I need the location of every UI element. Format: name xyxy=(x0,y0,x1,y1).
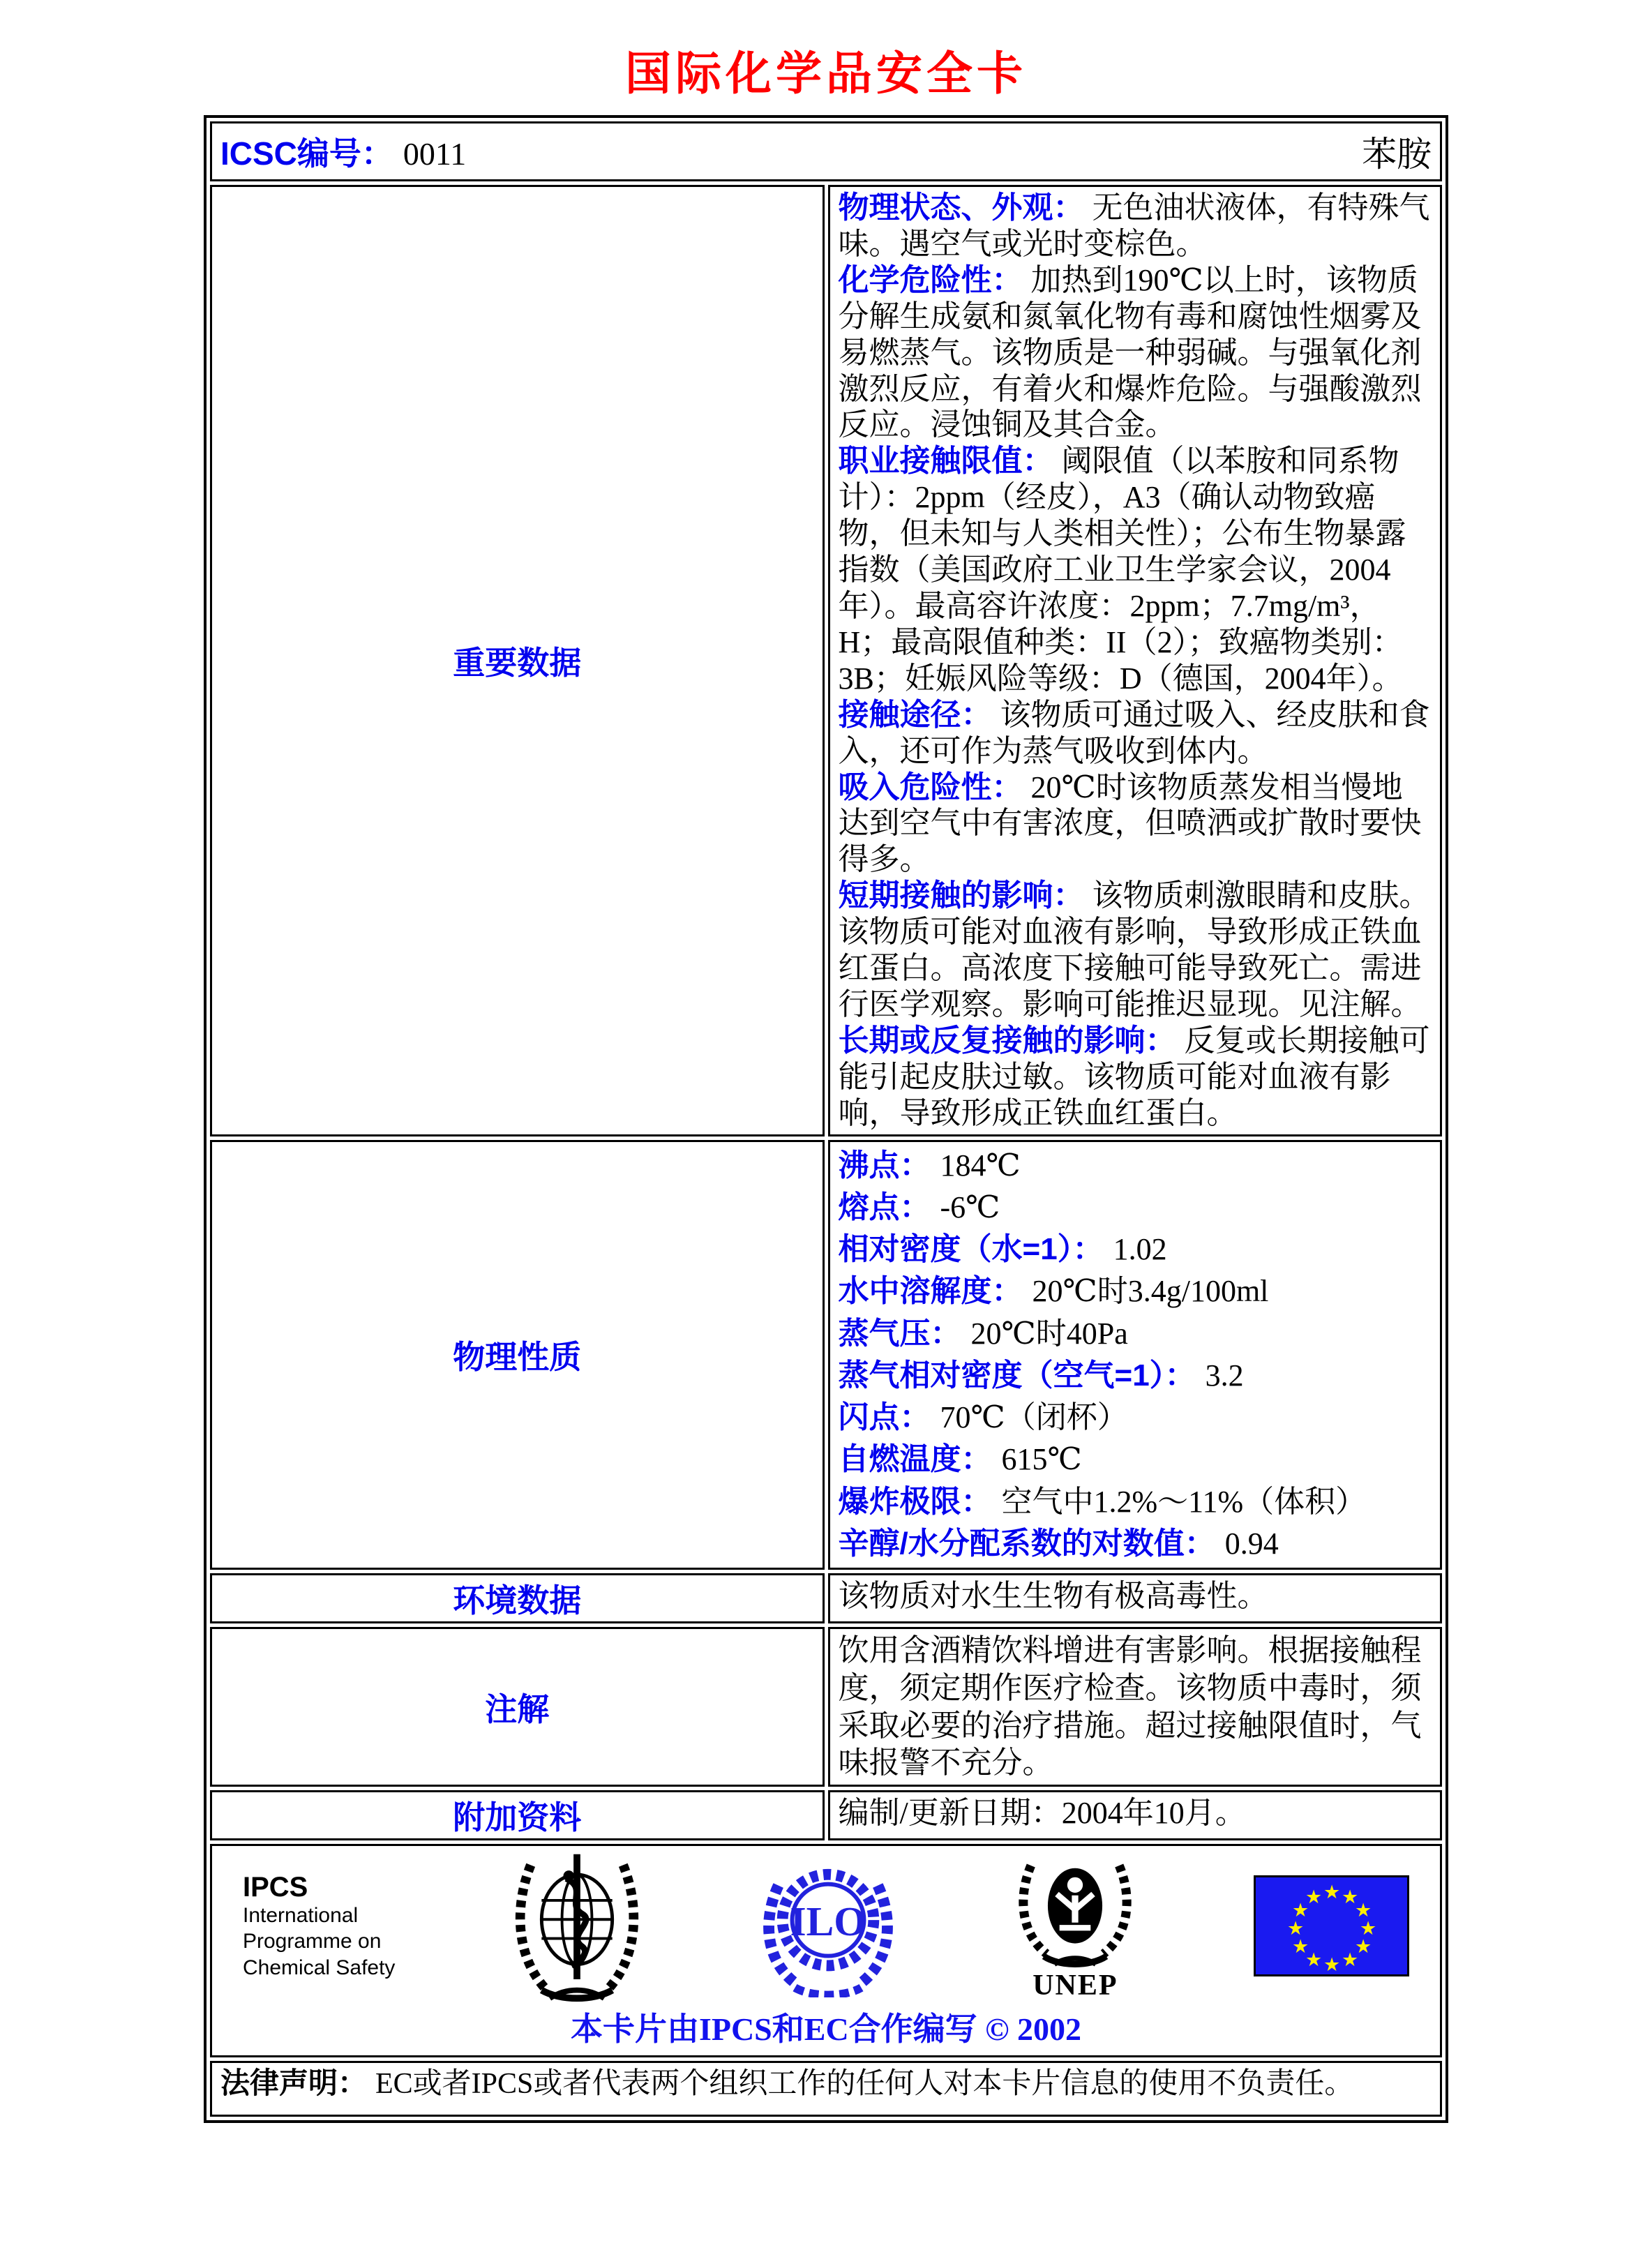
physical-property-line: 自燃温度： 615℃ xyxy=(838,1442,1082,1477)
section-label-additional-info: 附加资料 xyxy=(210,1790,825,1840)
ipcs-title: IPCS xyxy=(243,1871,308,1903)
eu-star: ★ xyxy=(1305,1886,1323,1909)
ipcs-subtitle-line: Chemical Safety xyxy=(243,1956,396,1979)
important-data-item: 接触途径： 该物质可通过吸入、经皮肤和食入，还可作为蒸气吸收到体内。 xyxy=(838,697,1430,768)
who-icon xyxy=(509,1846,645,2006)
important-data-item: 吸入危险性： 20℃时该物质蒸发相当慢地达到空气中有害浓度，但喷洒或扩散时要快得多。 xyxy=(838,770,1422,877)
important-data-item: 长期或反复接触的影响： 反复或长期接触可能引起皮肤过敏。该物质可能对血液有影响，导致形成正铁血红蛋白。 xyxy=(838,1023,1430,1130)
important-data-item: 职业接触限值： 阈限值（以苯胺和同系物计）：2ppm（经皮），A3（确认动物致癌物，但未知与人类相关性）；公布生物暴露指数（美国政府工业卫生学家会议，2004年）。最高容许浓度：2ppm；7.7mg/m³，H；最高限值种类：II（2）；致癌物类别：3B；妊娠风险等级：D（德国，2004年）。 xyxy=(838,444,1406,696)
physical-property-line: 闪点： 70℃（闭杯） xyxy=(838,1400,1128,1435)
important-data-item: 短期接触的影响： 该物质刺激眼睛和皮肤。该物质可能对血液有影响，导致形成正铁血红蛋白。高浓度下接触可能导致死亡。需进行医学观察。影响可能推迟显现。见注解。 xyxy=(838,878,1430,1021)
important-data-content xyxy=(828,185,1443,1136)
chemical-name: 苯胺 xyxy=(1362,135,1432,174)
eu-star: ★ xyxy=(1292,1900,1309,1922)
physical-property-line: 辛醇/水分配系数的对数值： 0.94 xyxy=(838,1526,1279,1561)
physical-property-line: 沸点： 184℃ xyxy=(838,1148,1021,1183)
eu-star: ★ xyxy=(1287,1918,1305,1940)
environmental-data-content: 该物质对水生生物有极高毒性。 xyxy=(828,1573,1443,1623)
important-data-item: 化学危险性： 加热到190℃以上时，该物质分解生成氨和氮氧化物有毒和腐蚀性烟雾及易燃蒸气。该物质是一种弱碱。与强氧化剂激烈反应，有着火和爆炸危险。与强酸激烈反应。浸蚀铜及其合金。 xyxy=(838,262,1422,442)
important-data-item: 物理状态、外观： 无色油状液体，有特殊气味。遇空气或光时变棕色。 xyxy=(838,190,1430,261)
unep-label: UNEP xyxy=(1032,1969,1118,2002)
unep-logo-block xyxy=(1010,1852,1140,2000)
icsc-card-table xyxy=(204,115,1448,2123)
eu-flag-icon xyxy=(1254,1875,1409,1976)
copyright: © 2002 xyxy=(985,2011,1082,2047)
section-label-important-data: 重要数据 xyxy=(210,185,825,1136)
physical-property-line: 相对密度（水=1）： 1.02 xyxy=(838,1232,1167,1267)
cooperation-caption: 本卡片由IPCS和EC合作编写 © 2002 xyxy=(570,2011,1082,2047)
eu-star: ★ xyxy=(1360,1918,1377,1940)
legal-notice-row xyxy=(210,2061,1442,2117)
notes-content: 饮用含酒精饮料增进有害影响。根据接触程度，须定期作医疗检查。该物质中毒时，须采取必要的治疗措施。超过接触限值时，气味报警不充分。 xyxy=(828,1627,1443,1787)
section-label-environmental-data: 环境数据 xyxy=(210,1573,825,1623)
eu-star: ★ xyxy=(1323,1882,1341,1904)
eu-star: ★ xyxy=(1305,1949,1323,1972)
physical-property-line: 爆炸极限： 空气中1.2%～11%（体积） xyxy=(838,1484,1367,1519)
unep-icon xyxy=(1010,1852,1140,1971)
eu-star: ★ xyxy=(1342,1949,1359,1972)
ipcs-subtitle-line: International xyxy=(243,1903,359,1927)
eu-star: ★ xyxy=(1342,1886,1359,1909)
ipcs-text-block xyxy=(243,1872,395,1981)
eu-star: ★ xyxy=(1355,1900,1372,1922)
physical-properties-content xyxy=(828,1140,1443,1570)
eu-star: ★ xyxy=(1323,1954,1341,1976)
icsc-number-value: 0011 xyxy=(403,136,467,172)
ipcs-subtitle-line: Programme on xyxy=(243,1930,382,1953)
eu-star: ★ xyxy=(1292,1936,1309,1958)
icsc-number-group xyxy=(220,128,466,174)
physical-property-line: 蒸气压： 20℃时40Pa xyxy=(838,1316,1128,1351)
physical-property-line: 水中溶解度： 20℃时3.4g/100ml xyxy=(838,1274,1269,1309)
logos-row xyxy=(210,1844,1442,2057)
legal-notice-label: 法律声明： xyxy=(220,2066,368,2099)
physical-property-line: 蒸气相对密度（空气=1）： 3.2 xyxy=(838,1358,1244,1393)
icsc-number-label: ICSC编号： xyxy=(220,135,393,172)
section-label-physical-properties: 物理性质 xyxy=(210,1140,825,1570)
eu-star: ★ xyxy=(1355,1936,1372,1958)
card-header-row xyxy=(210,121,1442,181)
additional-info-content: 编制/更新日期：2004年10月。 xyxy=(828,1790,1443,1840)
ilo-icon xyxy=(759,1855,897,1997)
page-title: 国际化学品安全卡 xyxy=(625,47,1027,99)
section-label-notes: 注解 xyxy=(210,1627,825,1787)
physical-property-line: 熔点： -6℃ xyxy=(838,1190,1000,1224)
legal-notice-text: EC或者IPCS或者代表两个组织工作的任何人对本卡片信息的使用不负责任。 xyxy=(375,2067,1354,2100)
svg-text:ILO: ILO xyxy=(790,1898,866,1944)
